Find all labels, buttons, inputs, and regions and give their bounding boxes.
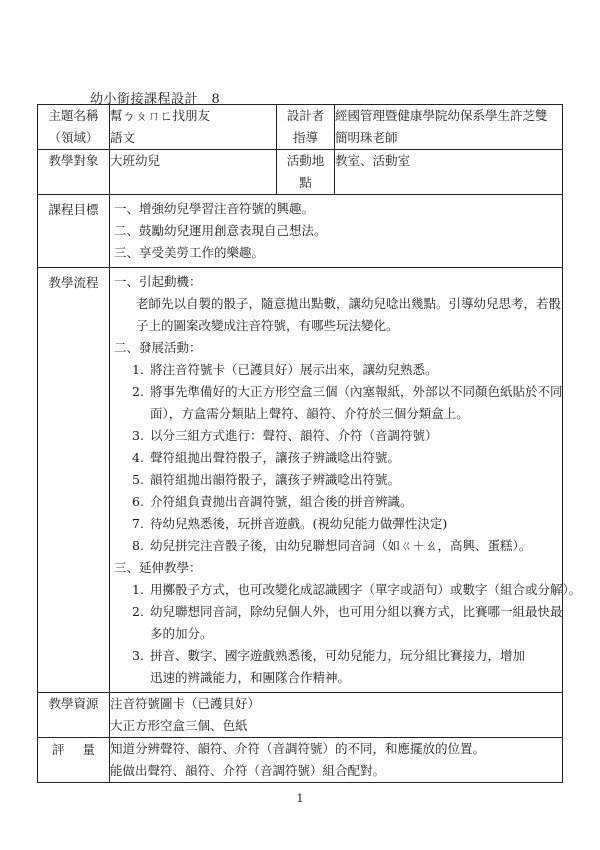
topic-value: 幫ㄅㄆㄇㄈ找朋友: [110, 108, 211, 123]
extension-activity-item-continued: 多的加分。: [150, 626, 213, 641]
evaluation-item: 能做出聲符、韻符、介符（音調符號）組合配對。: [110, 763, 386, 778]
row-evaluation: [38, 738, 563, 783]
topic-label: 主題名稱: [48, 108, 99, 123]
flow-label: 教學流程: [38, 268, 110, 693]
document-title: 幼小銜接課程設計 8: [90, 92, 221, 107]
topic-domain-value: 語文: [110, 130, 136, 145]
item-number: 1.: [132, 362, 144, 377]
row-flow: [38, 268, 563, 693]
item-number: 3.: [132, 648, 144, 663]
evaluation-label-part: 評: [52, 742, 65, 757]
row-goals: [38, 195, 563, 268]
location-label-cell: [277, 150, 335, 195]
development-activity-item: [110, 535, 562, 557]
resource-item: 注音符號圖卡（已護貝好）: [110, 696, 261, 711]
resources-label: 教學資源: [38, 693, 110, 738]
item-text: 待幼兒熟悉後，玩拼音遊戲。(視幼兒能力做彈性決定): [150, 516, 448, 531]
item-number: 4.: [132, 450, 144, 465]
advisor-label: 指導: [292, 130, 318, 145]
designer-value-cell: [335, 105, 563, 150]
item-text: 拼音、數字、國字遊戲熟悉後，可幼兒能力，玩分組比賽接力，增加: [150, 648, 526, 663]
extension-activity-item: [110, 579, 582, 601]
item-text: 以分三組方式進行：聲符、韻符、介符（音調符號）: [150, 428, 438, 443]
row-topic: [38, 105, 563, 150]
item-text: 韻符組拋出韻符骰子，讓孩子辨識唸出符號。: [150, 472, 401, 487]
location-label: 活動地: [286, 153, 325, 168]
evaluation-item: 知道分辨聲符、韻符、介符（音調符號）的不同，和應擺放的位置。: [110, 741, 486, 756]
flow-section-heading: 二、發展活動：: [114, 340, 202, 355]
development-activities-list: [110, 359, 562, 557]
goal-item: 三、享受美勞工作的樂趣。: [114, 245, 265, 260]
development-activity-item: [110, 359, 562, 381]
evaluation-content: [110, 738, 563, 783]
item-number: 8.: [132, 538, 144, 553]
flow-section-heading: 一、引起動機：: [114, 274, 202, 289]
lesson-plan-table: [37, 104, 582, 783]
extension-activity-item: [110, 601, 562, 623]
flow-paragraph: 老師先以自製的骰子，隨意拋出點數，讓幼兒唸出幾點。引導幼兒思考，若骰: [136, 296, 562, 311]
topic-domain-label: （領域）: [48, 130, 99, 145]
development-activity-item: [110, 425, 562, 447]
item-text: 將注音符號卡（已護貝好）展示出來，讓幼兒熟悉。: [150, 362, 438, 377]
resources-content: [110, 693, 563, 738]
item-number: 5.: [132, 472, 144, 487]
extension-activity-item: [110, 645, 562, 667]
target-label: 教學對象: [38, 150, 110, 195]
item-text: 幼兒拼完注音骰子後，由幼兒聯想同音詞（如ㄍ＋ㄠ，高興、蛋糕）。: [150, 538, 532, 553]
designer-label-cell: [277, 105, 335, 150]
designer-label: 設計者: [286, 108, 325, 123]
item-number: 2.: [132, 384, 144, 399]
development-activity-item: [110, 469, 562, 491]
development-activity-item: [110, 447, 562, 469]
advisor-value: 簡明珠老師: [335, 130, 398, 145]
goals-label: 課程目標: [38, 195, 110, 268]
page-number: 1: [296, 792, 304, 805]
flow-section-heading: 三、延伸教學：: [114, 560, 202, 575]
evaluation-label-cell: [38, 738, 110, 783]
goal-item: 一、增強幼兒學習注音符號的興趣。: [114, 201, 315, 216]
flow-content: [110, 268, 582, 693]
item-text: 將事先準備好的大正方形空盒三個（內塞報紙，外部以不同顏色紙貼於不同: [150, 384, 563, 399]
goal-item: 二、鼓勵幼兒運用創意表現自己想法。: [114, 223, 327, 238]
item-number: 6.: [132, 494, 144, 509]
item-number: 2.: [132, 604, 144, 619]
location-label-cont: 點: [299, 175, 312, 190]
development-activity-item-continued: 面），方盒需分類貼上聲符、韻符、介符於三個分類盒上。: [150, 406, 469, 421]
row-resources: [38, 693, 563, 738]
evaluation-label-part: 量: [82, 742, 95, 757]
target-value: 大班幼兒: [110, 150, 277, 195]
item-text: 用擲骰子方式，也可改變化成認識國字（單字或語句）或數字（組合或分解）。: [150, 582, 582, 597]
flow-paragraph: 子上的圖案改變成注音符號，有哪些玩法變化。: [136, 318, 399, 333]
row-target: [38, 150, 563, 195]
development-activity-item: [110, 381, 562, 403]
extension-activity-item-continued: 迅速的辨識能力，和團隊合作精神。: [150, 670, 351, 685]
resource-item: 大正方形空盒三個、色紙: [110, 718, 248, 733]
topic-label-cell: [38, 105, 110, 150]
item-number: 7.: [132, 516, 144, 531]
item-text: 幼兒聯想同音詞，除幼兒個人外，也可用分組以賽方式，比賽哪一組最快最: [150, 604, 563, 619]
development-activity-item: [110, 513, 562, 535]
goals-content: [110, 195, 563, 268]
item-number: 3.: [132, 428, 144, 443]
extension-teaching-list: [110, 579, 582, 689]
designer-value: 經國管理暨健康學院幼保系學生許芝雙: [335, 108, 548, 123]
location-value: 教室、活動室: [335, 150, 563, 195]
topic-value-cell: [110, 105, 277, 150]
item-number: 1.: [132, 582, 144, 597]
development-activity-item: [110, 491, 562, 513]
item-text: 介符組負責拋出音調符號，組合後的拼音辨識。: [150, 494, 413, 509]
item-text: 聲符組拋出聲符骰子，讓孩子辨識唸出符號。: [150, 450, 401, 465]
